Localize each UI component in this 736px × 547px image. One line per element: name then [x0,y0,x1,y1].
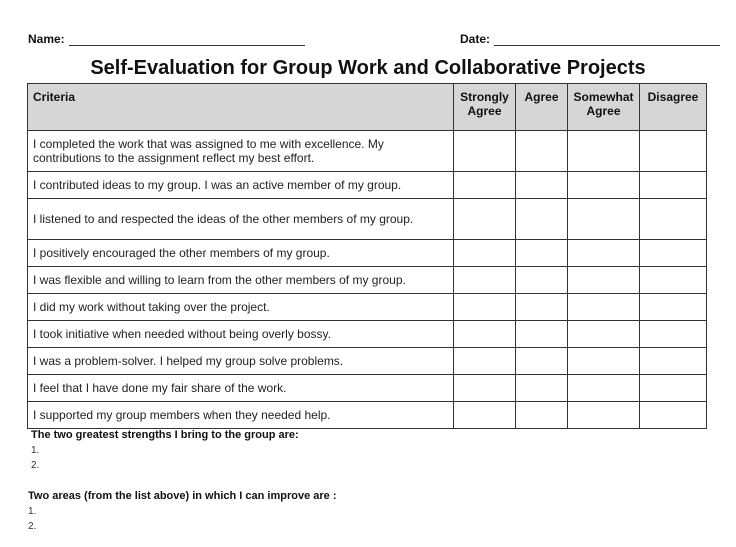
name-label: Name: [28,32,65,46]
criteria-cell: I supported my group members when they needed help. [28,402,454,429]
rating-cell-agree[interactable] [516,375,568,402]
rating-cell-strongly-agree[interactable] [454,321,516,348]
improve-prompt: Two areas (from the list above) in which I can improve are : [28,490,337,502]
rating-cell-disagree[interactable] [640,375,707,402]
header-row [28,32,722,50]
rating-cell-strongly-agree[interactable] [454,375,516,402]
rating-cell-strongly-agree[interactable] [454,402,516,429]
rating-cell-agree[interactable] [516,172,568,199]
name-field[interactable] [28,32,305,46]
criteria-cell: I listened to and respected the ideas of the other members of my group. [28,199,454,240]
column-header-strongly-agree: Strongly Agree [454,84,516,131]
rating-cell-somewhat-agree[interactable] [568,240,640,267]
table-row [28,267,707,294]
rating-cell-disagree[interactable] [640,131,707,172]
evaluation-table [27,83,707,429]
table-row [28,172,707,199]
name-blank-line[interactable] [69,33,305,46]
column-header-agree: Agree [516,84,568,131]
date-blank-line[interactable] [494,33,720,46]
table-row [28,131,707,172]
rating-cell-disagree[interactable] [640,199,707,240]
rating-cell-somewhat-agree[interactable] [568,199,640,240]
rating-cell-somewhat-agree[interactable] [568,267,640,294]
rating-cell-agree[interactable] [516,348,568,375]
criteria-cell: I feel that I have done my fair share of the work. [28,375,454,402]
table-row [28,294,707,321]
date-label: Date: [460,32,491,46]
table-row [28,240,707,267]
rating-cell-strongly-agree[interactable] [454,172,516,199]
criteria-cell: I did my work without taking over the project. [28,294,454,321]
criteria-cell: I contributed ideas to my group. I was an active member of my group. [28,172,454,199]
rating-cell-agree[interactable] [516,199,568,240]
rating-cell-somewhat-agree[interactable] [568,402,640,429]
rating-cell-somewhat-agree[interactable] [568,375,640,402]
criteria-cell: I completed the work that was assigned to me with excellence. My contributions to the assignment reflect my best effort. [28,131,454,172]
rating-cell-somewhat-agree[interactable] [568,348,640,375]
rating-cell-disagree[interactable] [640,172,707,199]
criteria-cell: I was a problem-solver. I helped my group solve problems. [28,348,454,375]
rating-cell-disagree[interactable] [640,321,707,348]
rating-cell-disagree[interactable] [640,402,707,429]
rating-cell-strongly-agree[interactable] [454,294,516,321]
table-row [28,348,707,375]
improve-section [28,489,336,534]
improve-item-1[interactable]: 1. [28,506,37,517]
rating-cell-somewhat-agree[interactable] [568,321,640,348]
rating-cell-somewhat-agree[interactable] [568,172,640,199]
rating-cell-strongly-agree[interactable] [454,199,516,240]
column-header-disagree: Disagree [640,84,707,131]
column-header-somewhat-agree: Somewhat Agree [568,84,640,131]
rating-cell-disagree[interactable] [640,348,707,375]
rating-cell-agree[interactable] [516,240,568,267]
improve-item-2[interactable]: 2. [28,521,37,532]
rating-cell-strongly-agree[interactable] [454,131,516,172]
rating-cell-agree[interactable] [516,131,568,172]
rating-cell-agree[interactable] [516,267,568,294]
rating-cell-agree[interactable] [516,402,568,429]
rating-cell-disagree[interactable] [640,240,707,267]
table-row [28,321,707,348]
criteria-cell: I positively encouraged the other members of my group. [28,240,454,267]
table-row [28,375,707,402]
date-field[interactable] [460,32,720,46]
criteria-cell: I was flexible and willing to learn from the other members of my group. [28,267,454,294]
rating-cell-somewhat-agree[interactable] [568,294,640,321]
criteria-cell: I took initiative when needed without being overly bossy. [28,321,454,348]
rating-cell-agree[interactable] [516,321,568,348]
rating-cell-agree[interactable] [516,294,568,321]
rating-cell-disagree[interactable] [640,267,707,294]
table-row [28,402,707,429]
rating-cell-disagree[interactable] [640,294,707,321]
strengths-item-2[interactable]: 2. [31,460,40,471]
rating-cell-strongly-agree[interactable] [454,267,516,294]
column-header-criteria: Criteria [28,84,454,131]
table-row [28,199,707,240]
strengths-prompt: The two greatest strengths I bring to the group are: [31,429,299,441]
rating-cell-strongly-agree[interactable] [454,240,516,267]
rating-cell-strongly-agree[interactable] [454,348,516,375]
rating-cell-somewhat-agree[interactable] [568,131,640,172]
strengths-section [31,428,299,473]
table-header-row [28,84,707,131]
page-title: Self-Evaluation for Group Work and Collaborative Projects [90,57,646,79]
strengths-item-1[interactable]: 1. [31,445,40,456]
